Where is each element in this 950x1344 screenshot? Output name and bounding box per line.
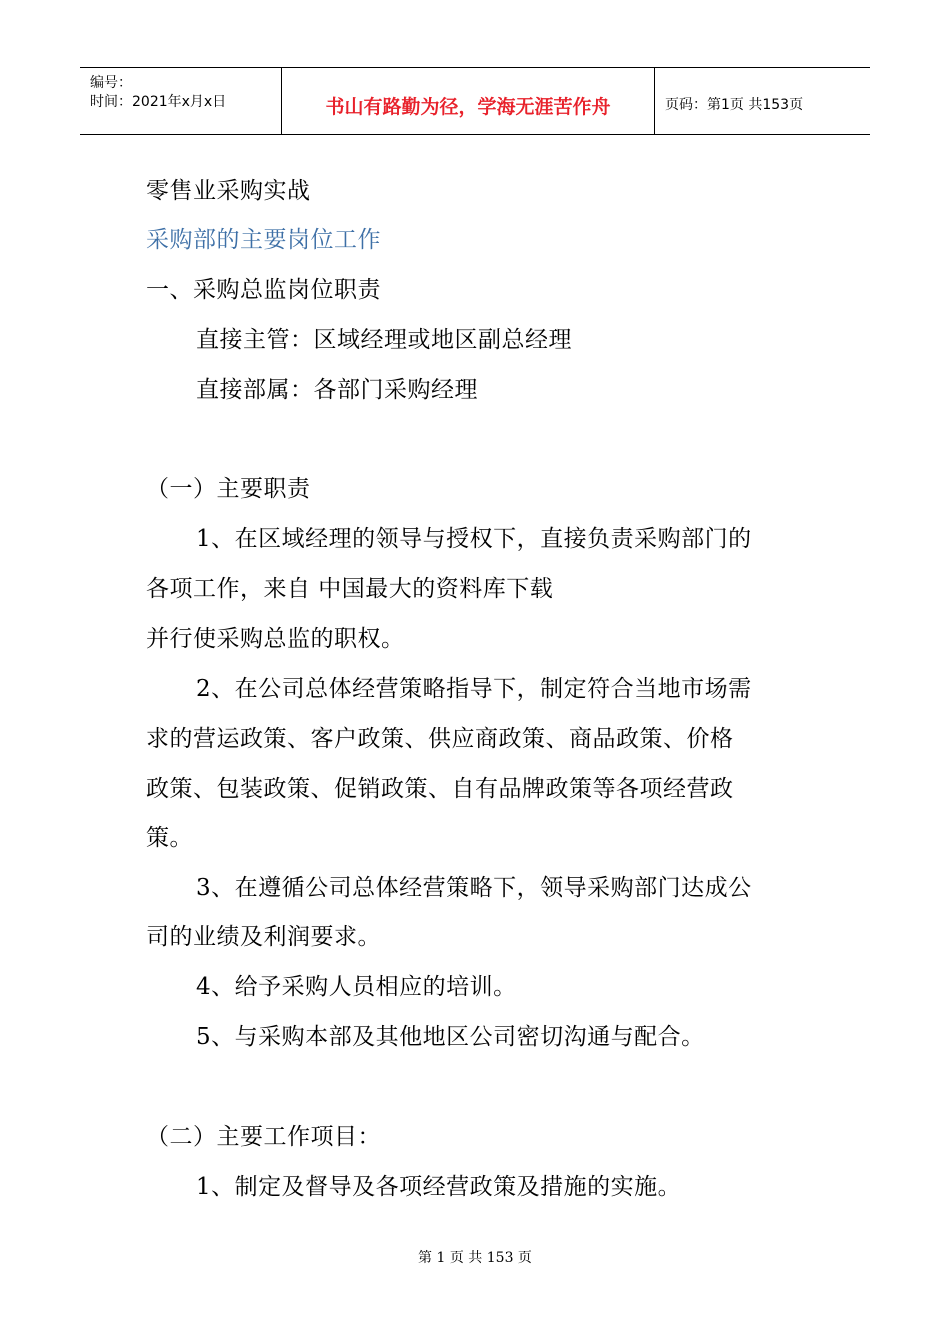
section-heading: 采购部的主要岗位工作 xyxy=(146,227,381,253)
duties-heading: （一）主要职责 xyxy=(146,476,311,502)
document-number-label: 编号： xyxy=(90,75,132,91)
work-items-heading: （二）主要工作项目： xyxy=(146,1124,381,1150)
duty-item-1-line-1: 1、在区域经理的领导与授权下，直接负责采购部门的 xyxy=(196,526,752,552)
header-page-info: 页码：第1页 共153页 xyxy=(665,97,804,113)
role-heading: 一、采购总监岗位职责 xyxy=(146,277,381,303)
work-item-1: 1、制定及督导及各项经营政策及措施的实施。 xyxy=(196,1174,682,1200)
duty-item-2-line-4: 策。 xyxy=(146,825,193,851)
header-page-cell xyxy=(655,68,870,134)
duty-item-4: 4、给予采购人员相应的培训。 xyxy=(196,974,517,1000)
page-header xyxy=(80,67,870,135)
subordinate-line: 直接部属：各部门采购经理 xyxy=(196,377,478,403)
duty-item-3-line-2: 司的业绩及利润要求。 xyxy=(146,924,381,950)
duty-item-5: 5、与采购本部及其他地区公司密切沟通与配合。 xyxy=(196,1024,705,1050)
supervisor-line: 直接主管：区域经理或地区副总经理 xyxy=(196,327,572,353)
page-footer: 第 1 页 共 153 页 xyxy=(418,1250,532,1266)
duty-item-1-line-2: 各项工作，来自 中国最大的资料库下载 xyxy=(146,576,554,602)
duty-item-2-line-2: 求的营运政策、客户政策、供应商政策、商品政策、价格 xyxy=(146,726,734,752)
document-title: 零售业采购实战 xyxy=(146,178,311,204)
header-motto: 书山有路勤为径，学海无涯苦作舟 xyxy=(325,96,611,118)
duty-item-2-line-3: 政策、包装政策、促销政策、自有品牌政策等各项经营政 xyxy=(146,776,734,802)
header-meta-cell xyxy=(80,68,282,134)
duty-item-2-line-1: 2、在公司总体经营策略指导下，制定符合当地市场需 xyxy=(196,676,752,702)
duty-item-3-line-1: 3、在遵循公司总体经营策略下，领导采购部门达成公 xyxy=(196,875,752,901)
header-motto-cell xyxy=(282,68,655,134)
duty-item-1-line-3: 并行使采购总监的职权。 xyxy=(146,626,405,652)
document-date: 时间：2021年x月x日 xyxy=(90,94,227,110)
